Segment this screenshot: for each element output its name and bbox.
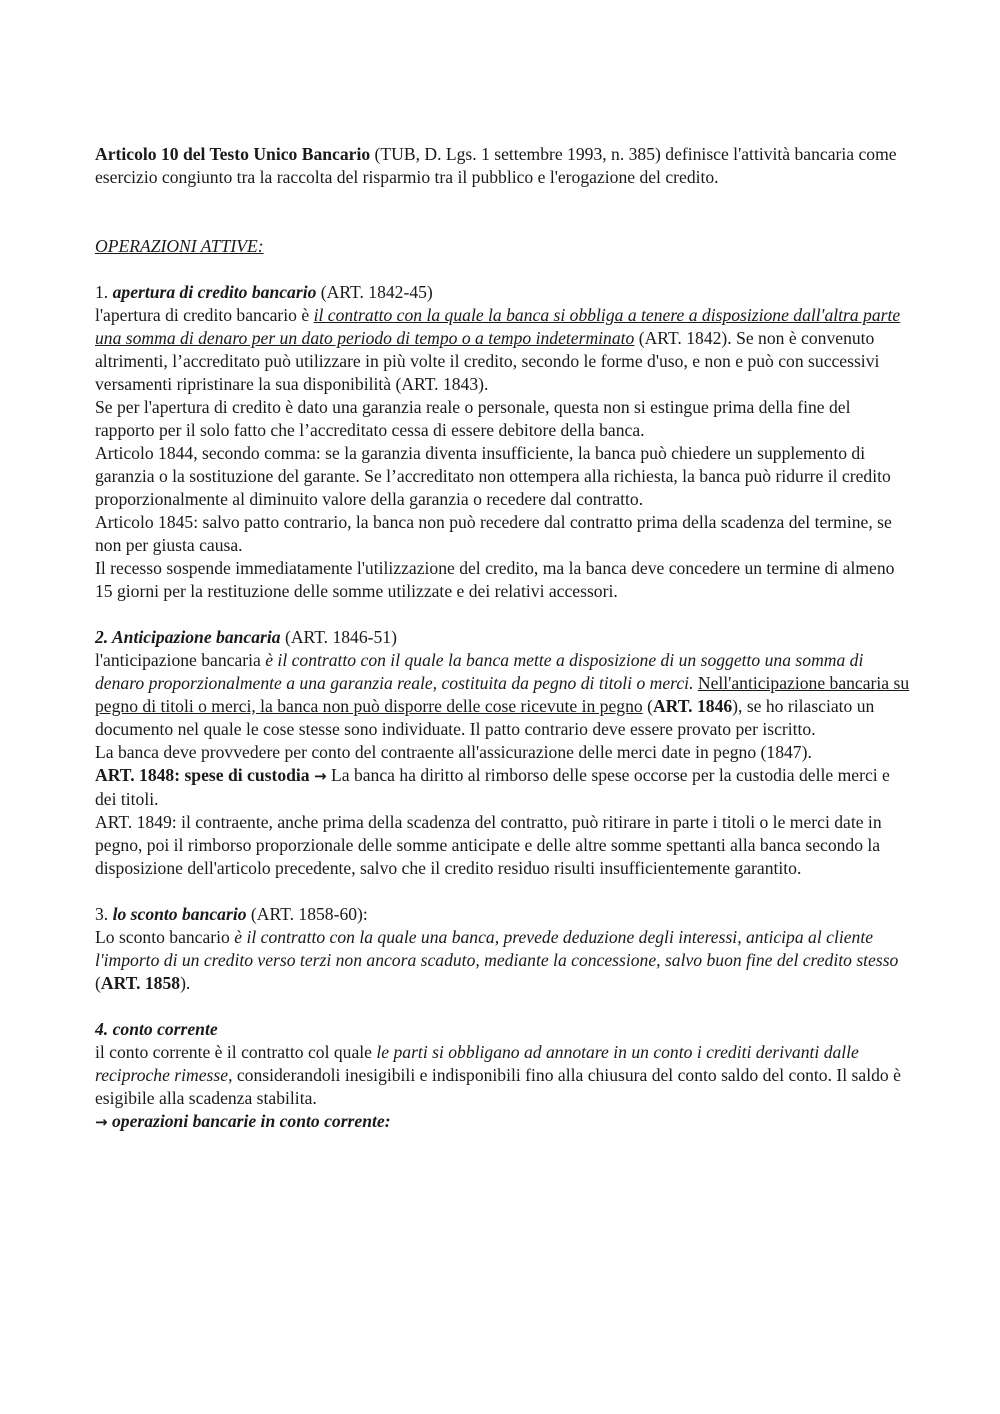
section-4-paragraph-1	[95, 1041, 910, 1110]
intro-bold-lead: Articolo 10 del Testo Unico Bancario	[95, 144, 371, 164]
section-3-ref: (ART. 1858-60):	[246, 904, 368, 924]
section-1-paragraph-2: Se per l'apertura di credito è dato una garanzia reale o personale, questa non si estingue prima della fine del rapporto per il solo fatto che l’accreditato cessa di essere debitore della banca.	[95, 397, 851, 440]
s1-p1-text-c: (ART. 1842). Se non è convenuto altrimenti, l’accreditato può utilizzare in più volte il credito, secondo le forme d'uso, e non e può con successivi versamenti ripristinare la sua disponibilità (ART. 1843).	[95, 328, 880, 394]
s2-p3-bold-lead: ART. 1848: spese di custodia	[95, 765, 310, 785]
section-3-paragraph-1	[95, 926, 910, 995]
section-1-title	[95, 281, 910, 304]
s4-p1-text-c: , considerandoli inesigibili e indisponibili fino alla chiusura del conto saldo del conto. Il saldo è esigibile alla scadenza stabilita.	[95, 1065, 901, 1108]
section-2-paragraph-3	[95, 764, 910, 811]
s3-p1-text-a: Lo sconto bancario	[95, 927, 235, 947]
arrow-right-icon: →	[314, 767, 327, 785]
section-1-paragraph-1	[95, 304, 910, 396]
section-2-title	[95, 626, 910, 649]
s3-p1-definition: è il contratto con la quale una banca, prevede deduzione degli interessi, anticipa al cliente l'importo di un credito verso terzi non ancora scaduto, mediante la concessione, salvo buon fine del credito stesso	[95, 927, 899, 970]
s3-p1-art-ref: ART. 1858	[100, 973, 181, 993]
section-heading: OPERAZIONI ATTIVE:	[95, 236, 264, 256]
s2-p3-text: La banca ha diritto al rimborso delle spese occorse per la custodia delle merci e dei titoli.	[95, 765, 890, 809]
section-1-title-text: apertura di credito bancario	[112, 282, 317, 302]
s1-p1-text-a: l'apertura di credito bancario è	[95, 305, 314, 325]
section-2-paragraph-4: ART. 1849: il contraente, anche prima della scadenza del contratto, può ritirare in parte i titoli o le merci date in pegno, poi il rimborso proporzionale delle somme anticipate e delle altre somme spettanti alla banca secondo la disposizione dell'articolo precedente, salvo che il credito residuo risulti insufficientemente garantito.	[95, 812, 882, 878]
section-4-paragraph-2	[95, 1110, 910, 1134]
section-3-title-text: lo sconto bancario	[112, 904, 247, 924]
section-1-ref: (ART. 1842-45)	[316, 282, 433, 302]
section-4-title: 4. conto corrente	[95, 1019, 218, 1039]
s1-p1-definition: il contratto con la quale la banca si obbliga a tenere a disposizione dall'altra parte una somma di denaro per un dato periodo di tempo o a tempo indeterminato	[95, 305, 901, 348]
section-1-number: 1.	[95, 282, 113, 302]
s2-p1-paren: (	[642, 696, 653, 716]
section-2-paragraph-1	[95, 649, 910, 741]
s2-p1-definition: è il contratto con il quale la banca mette a disposizione di un soggetto una somma di denaro proporzionalmente a una garanzia reale, costituita da pegno di titoli o merci.	[95, 650, 864, 693]
section-2-ref: (ART. 1846-51)	[280, 627, 397, 647]
intro-text: (TUB, D. Lgs. 1 settembre 1993, n. 385) definisce l'attività bancaria come esercizio congiunto tra la raccolta del risparmio tra il pubblico e l'erogazione del credito.	[95, 144, 897, 187]
section-1-paragraph-3: Articolo 1844, secondo comma: se la garanzia diventa insufficiente, la banca può chiedere un supplemento di garanzia o la sostituzione del garante. Se l’accreditato non ottempera alla richiesta, la banca può ridurre il credito proporzionalmente al diminuito valore della garanzia o recedere dal contratto.	[95, 443, 891, 509]
section-2-title-text: 2. Anticipazione bancaria	[95, 627, 281, 647]
section-3-title	[95, 903, 910, 926]
section-3-number: 3.	[95, 904, 113, 924]
s4-p1-definition: le parti si obbligano ad annotare in un conto i crediti derivanti dalle reciproche rimesse	[95, 1042, 859, 1085]
s3-p1-end: ).	[180, 973, 191, 993]
s2-p1-underlined: Nell'anticipazione bancaria su pegno di titoli o merci, la banca non può disporre delle cose ricevute in pegno	[95, 673, 910, 716]
section-1-paragraph-4: Articolo 1845: salvo patto contrario, la banca non può recedere dal contratto prima della scadenza del termine, se non per giusta causa.	[95, 512, 892, 555]
arrow-right-icon: →	[95, 1113, 108, 1131]
document-page	[95, 143, 910, 1134]
s2-p1-text-a: l'anticipazione bancaria	[95, 650, 266, 670]
s4-p1-text-a: il conto corrente è il contratto col quale	[95, 1042, 377, 1062]
section-1-paragraph-5: Il recesso sospende immediatamente l'utilizzazione del credito, ma la banca deve concedere un termine di almeno 15 giorni per la restituzione delle somme utilizzate e dei relativi accessori.	[95, 558, 895, 601]
s3-p1-paren: (	[95, 973, 101, 993]
s2-p1-art-ref: ART. 1846	[652, 696, 733, 716]
s2-p1-text-g: ), se ho rilasciato un documento nel quale le cose stesse sono individuate. Il patto contrario deve essere provato per iscritto.	[95, 696, 875, 739]
intro-paragraph	[95, 143, 910, 189]
s4-p2-subheading: operazioni bancarie in conto corrente:	[107, 1111, 391, 1131]
section-2-paragraph-2: La banca deve provvedere per conto del contraente all'assicurazione delle merci date in pegno (1847).	[95, 742, 812, 762]
